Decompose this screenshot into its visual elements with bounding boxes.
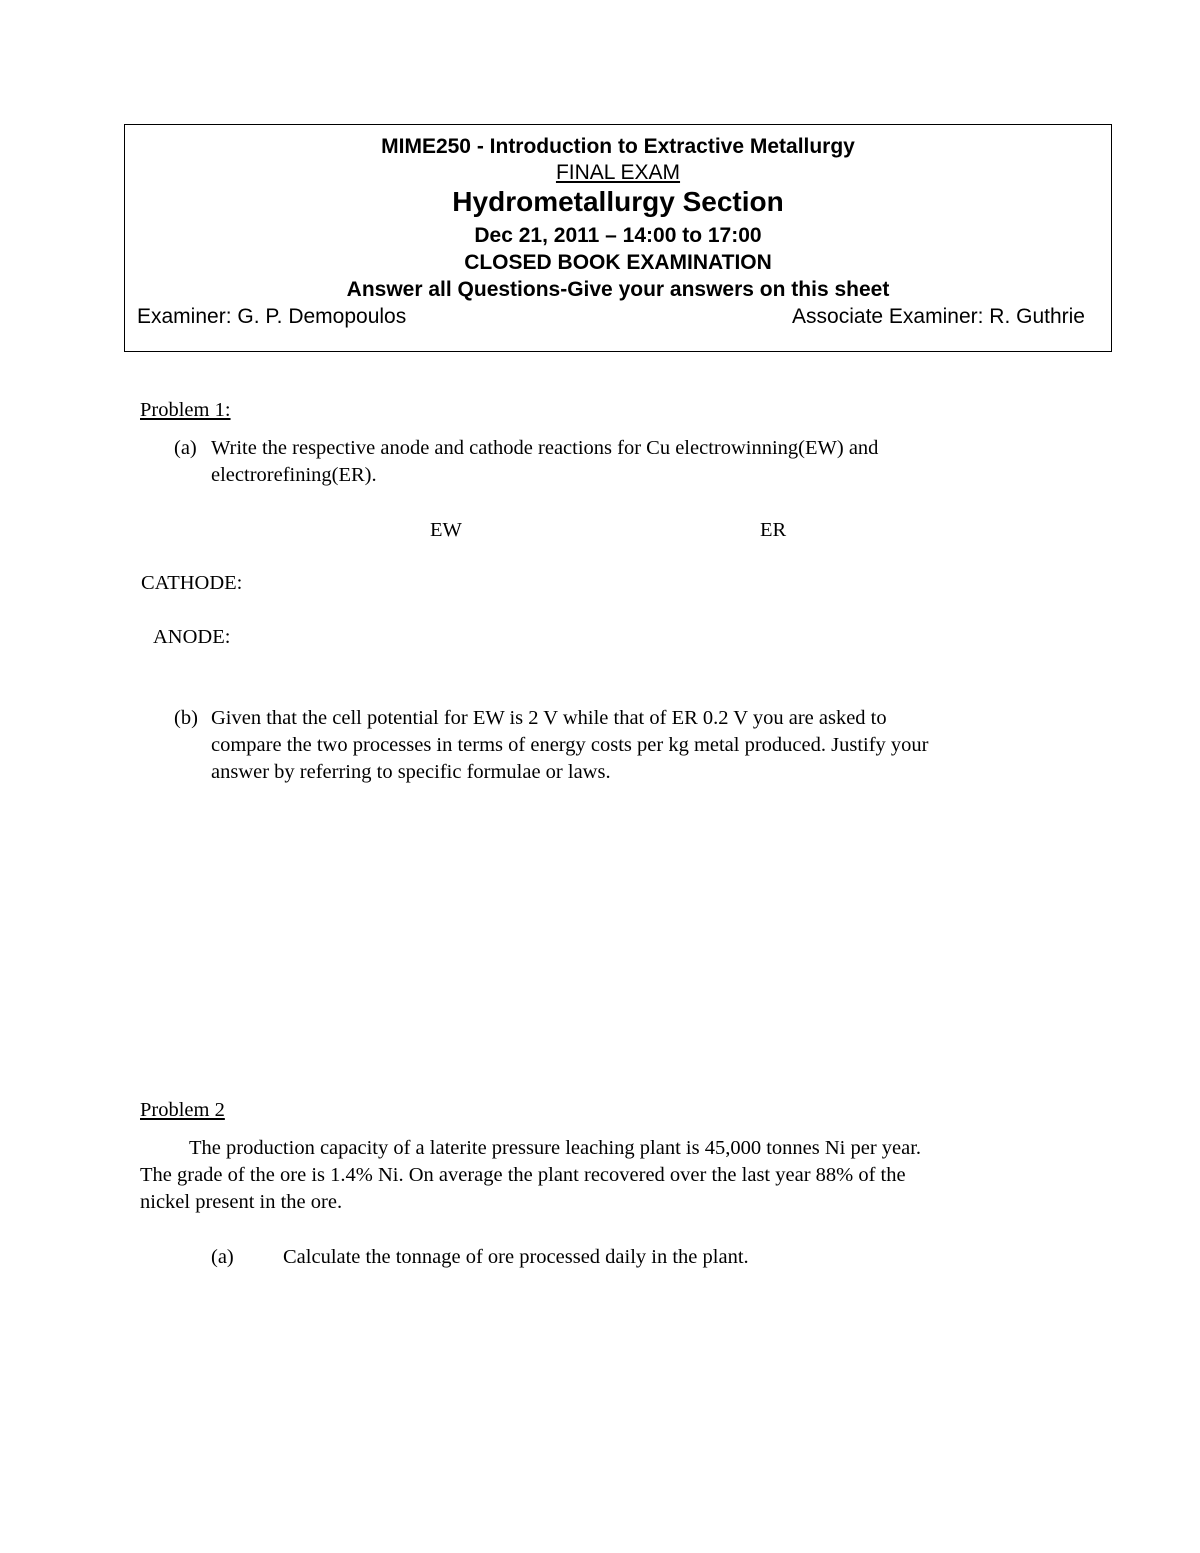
examiners-row xyxy=(137,305,1085,329)
course-title: MIME250 - Introduction to Extractive Metallurgy xyxy=(381,135,855,158)
cathode-label: CATHODE: xyxy=(141,572,243,594)
problem-2-line-1: The production capacity of a laterite pressure leaching plant is 45,000 tonnes Ni per year. xyxy=(189,1137,922,1159)
problem-2-line-3: nickel present in the ore. xyxy=(140,1191,343,1213)
problem-2-line-2: The grade of the ore is 1.4% Ni. On average the plant recovered over the last year 88% of the xyxy=(140,1164,906,1186)
problem-1a-line-1: Write the respective anode and cathode reactions for Cu electrowinning(EW) and xyxy=(211,437,879,459)
problem-2-title: Problem 2 xyxy=(140,1099,225,1121)
closed-book-notice: CLOSED BOOK EXAMINATION xyxy=(464,251,772,274)
associate-examiner: Associate Examiner: R. Guthrie xyxy=(792,305,1085,328)
problem-1b-line-2: compare the two processes in terms of energy costs per kg metal produced. Justify your xyxy=(211,734,929,756)
column-er: ER xyxy=(760,519,787,541)
problem-1b-label: (b) xyxy=(174,707,198,729)
exam-type: FINAL EXAM xyxy=(555,161,681,184)
problem-2a-text: Calculate the tonnage of ore processed daily in the plant. xyxy=(283,1246,749,1268)
section-title: Hydrometallurgy Section xyxy=(452,186,784,217)
exam-date: Dec 21, 2011 – 14:00 to 17:00 xyxy=(474,224,762,247)
problem-2a-label: (a) xyxy=(211,1246,234,1268)
anode-label: ANODE: xyxy=(153,626,231,648)
problem-1-title: Problem 1: xyxy=(140,399,231,421)
exam-header-box xyxy=(124,124,1112,352)
problem-1a-line-2: electrorefining(ER). xyxy=(211,464,377,486)
answer-instructions: Answer all Questions-Give your answers on this sheet xyxy=(346,278,890,301)
examiner: Examiner: G. P. Demopoulos xyxy=(137,305,407,328)
column-ew: EW xyxy=(430,519,462,541)
problem-1b-line-3: answer by referring to specific formulae or laws. xyxy=(211,761,611,783)
problem-1a-label: (a) xyxy=(174,437,197,459)
problem-1b-line-1: Given that the cell potential for EW is 2 V while that of ER 0.2 V you are asked to xyxy=(211,707,887,729)
